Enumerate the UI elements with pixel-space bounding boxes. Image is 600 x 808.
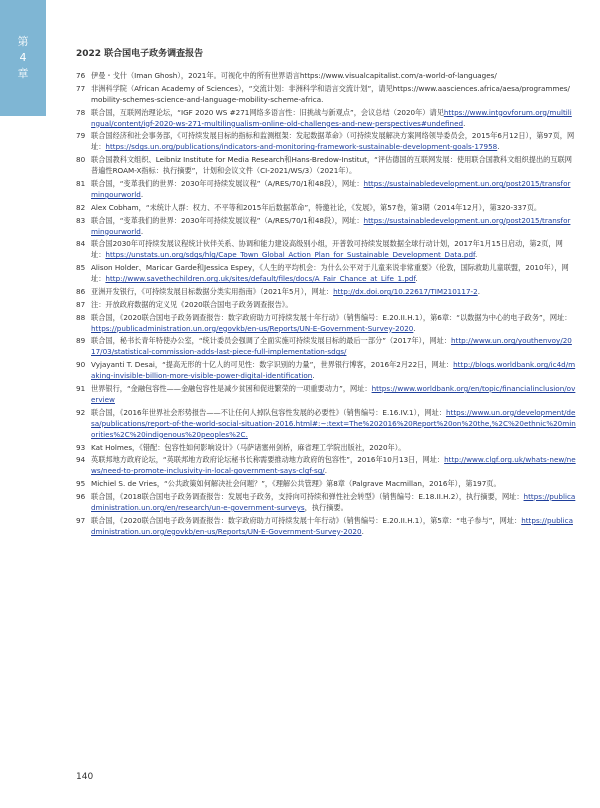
reference-link[interactable]: http://blogs.worldbank.org/ic4d/making-invisible-billion-more-visible-power-digital-identification xyxy=(91,360,576,381)
reference-item xyxy=(76,335,576,357)
reference-text-segment: 联合国，“变革我们的世界：2030年可持续发展议程”（A/RES/70/1和48段），网址： xyxy=(91,178,364,188)
reference-text xyxy=(91,83,576,105)
reference-item xyxy=(76,154,576,176)
reference-text xyxy=(91,454,576,476)
reference-text xyxy=(91,286,576,297)
reference-item xyxy=(76,130,576,152)
reference-item xyxy=(76,442,576,453)
reference-text-segment: 伊曼・戈什（Iman Ghosh），2021年。可视化中的所有世界语言https://www.visualcapitalist.com/a-world-of-languages/ xyxy=(91,71,497,80)
reference-number: 86 xyxy=(76,286,86,296)
reference-number: 83 xyxy=(76,215,86,225)
reference-text-segment: Kat Holmes，《错配：包容性如何影响设计》（马萨诸塞州剑桥，麻省理工学院出版社，2020年）。 xyxy=(91,442,406,452)
reference-link[interactable]: https://sdgs.un.org/publications/indicators-and-monitoring-framework-sustainable-development-goals-17958 xyxy=(105,142,498,152)
reference-number: 80 xyxy=(76,155,86,165)
reference-number: 77 xyxy=(76,83,86,93)
reference-item xyxy=(76,83,576,105)
reference-number: 96 xyxy=(76,491,86,501)
reference-text-segment: . xyxy=(413,323,416,333)
reference-text xyxy=(91,215,576,237)
reference-number: 78 xyxy=(76,107,86,117)
reference-number: 92 xyxy=(76,407,86,417)
reference-text-segment: 世界银行，“金融包容性——金融包容性是减少贫困和促进繁荣的一项重要动力”，网址： xyxy=(91,383,372,393)
reference-text xyxy=(91,107,576,129)
reference-number: 76 xyxy=(76,71,86,80)
reference-number: 84 xyxy=(76,239,86,249)
reference-text-segment: 联合国经济和社会事务部，《可持续发展目标的指标和监测框架：发起数据革命》（可持续发展解决方案网络领导委员会，2015年6月12日），第97页，网址： xyxy=(91,131,575,152)
reference-text xyxy=(91,202,576,213)
chapter-tab-number: 4 xyxy=(19,51,27,64)
reference-text-segment: ，执行摘要。 xyxy=(304,502,348,512)
reference-text xyxy=(91,299,576,310)
reference-number: 87 xyxy=(76,299,86,309)
reference-item xyxy=(76,383,576,405)
reference-item xyxy=(76,178,576,200)
reference-text-segment: . xyxy=(140,226,144,236)
reference-text-segment: 英联邦地方政府论坛，“英联邦地方政府论坛秘书长称需要推动地方政府的包容性”，2016年10月13日，网址： xyxy=(91,455,445,465)
reference-text xyxy=(91,491,576,513)
reference-text-segment: Alison Holder、Maricar Garde和Jessica Espey，《人生的平均机会：为什么公平对于儿童来说非常重要》（伦敦，国际救助儿童联盟，2010年），网址： xyxy=(91,263,569,284)
reference-text-segment: 联合国教科文组织、Leibniz Institute for Media Research和Hans-Bredow-Institut，“评估德国的互联网发展：使用联合国教科文组织提出的互联网普遍性ROAM-X指标：执行摘要”，计划和会议文件（CI-2021/WS/3）（2021年）。 xyxy=(91,155,572,176)
reference-link[interactable]: http://dx.doi.org/10.22617/TIM210117-2 xyxy=(333,286,478,296)
reference-item xyxy=(76,407,576,440)
reference-item xyxy=(76,238,576,260)
reference-text-segment: 联合国2030年可持续发展议程统计伙伴关系、协调和能力建设高级别小组，开普敦可持续发展数据全球行动计划，2017年1月15日启动，第2页，网址： xyxy=(91,239,563,260)
reference-number: 85 xyxy=(76,263,86,273)
reference-link[interactable]: http://www.un.org/youthenvoy/2017/03/statistical-commission-adds-last-piece-full-implementation-sdgs/ xyxy=(91,336,572,357)
chapter-tab-line3: 章 xyxy=(17,67,29,80)
reference-text-segment: 联合国，“变革我们的世界：2030年可持续发展议程”（A/RES/70/1和48段），网址： xyxy=(91,215,364,225)
reference-text-segment: 非洲科学院（African Academy of Sciences），“交流计划：非洲科学和语言交流计划”，请见https://www.aasciences.africa/aesa/programmes/mobility-schemes-science-and-language-mobility-scheme-africa. xyxy=(91,83,570,104)
reference-text xyxy=(91,238,576,260)
reference-list xyxy=(76,70,576,539)
reference-text xyxy=(91,130,576,152)
reference-text xyxy=(91,515,576,537)
reference-item xyxy=(76,107,576,129)
reference-number: 95 xyxy=(76,479,86,489)
reference-text-segment: . xyxy=(497,142,500,152)
reference-item xyxy=(76,359,576,381)
reference-text-segment: . xyxy=(463,118,466,128)
reference-text-segment: 联合国，秘书长青年特使办公室，“统计委员会强调了全面实施可持续发展目标的最后一部分”（2017年），网址： xyxy=(91,336,451,346)
reference-link[interactable]: https://publicadministration.un.org/en/research/un-e-government-surveys xyxy=(91,491,576,512)
reference-text-segment: . xyxy=(361,526,364,536)
reference-text xyxy=(91,359,576,381)
reference-number: 89 xyxy=(76,336,86,346)
reference-text xyxy=(91,383,576,405)
reference-text-segment: . xyxy=(324,466,328,476)
reference-item xyxy=(76,262,576,284)
reference-link[interactable]: https://publicadministration.un.org/egovkb/en-us/Reports/UN-E-Government-Survey-2020 xyxy=(91,515,573,536)
reference-item xyxy=(76,70,576,81)
reference-text xyxy=(91,335,576,357)
reference-text-segment: . xyxy=(312,371,315,381)
reference-link[interactable]: https://www.worldbank.org/en/topic/financialinclusion/overview xyxy=(91,383,576,404)
reference-text-segment: Vyjayanti T. Desai，“提高无形的十亿人的可见性：数字识别的力量”，世界银行博客，2016年2月22日，网址： xyxy=(91,360,454,370)
reference-number: 93 xyxy=(76,442,86,452)
reference-number: 79 xyxy=(76,131,86,141)
running-header: 2022 联合国电子政务调查报告 xyxy=(76,49,204,59)
reference-item xyxy=(76,202,576,213)
reference-link[interactable]: http://www.savethechildren.org.uk/sites/default/files/docs/A_Fair_Chance_at_Life_1.pdf xyxy=(105,274,416,284)
reference-text xyxy=(91,442,576,453)
chapter-tab-line1: 第 xyxy=(17,35,29,48)
reference-text-segment: 注：开放政府数据的定义见《2020联合国电子政务调查报告》。 xyxy=(91,299,293,309)
reference-number: 97 xyxy=(76,515,86,525)
reference-number: 82 xyxy=(76,202,86,212)
reference-text-segment: . xyxy=(140,189,144,199)
reference-number: 94 xyxy=(76,455,86,465)
reference-text xyxy=(91,178,576,200)
reference-link[interactable]: https://sustainabledevelopment.un.org/post2015/transformingourworld xyxy=(91,215,571,236)
reference-item xyxy=(76,491,576,513)
page-number: 140 xyxy=(76,772,94,782)
reference-text xyxy=(91,262,576,284)
reference-link[interactable]: http://www.clgf.org.uk/whats-new/news/need-to-promote-inclusivity-in-local-government-says-clgf-sg/ xyxy=(91,455,576,476)
reference-text-segment: 联合国，《2020联合国电子政务调查报告：数字政府助力可持续发展十年行动》（销售编号：E.20.II.H.1），第6章：“以数据为中心的电子政务”，网址： xyxy=(91,312,572,322)
reference-text-segment: . xyxy=(415,274,418,284)
reference-item xyxy=(76,454,576,476)
reference-text xyxy=(91,312,576,334)
reference-link[interactable]: https://www.un.org/development/desa/publications/report-of-the-world-social-situation-2016.html#:~:text=The%202016%20Report%20on%20the,%2C%20ethnic%20minorities%2C%20indigenous%20peoples%2C. xyxy=(91,407,576,439)
reference-text-segment: 联合国，《2016年世界社会形势报告——不让任何人掉队包容性发展的必要性》（销售编号：E.16.IV.1），网址： xyxy=(91,407,446,417)
reference-number: 90 xyxy=(76,360,86,370)
reference-item xyxy=(76,312,576,334)
reference-text-segment: . xyxy=(475,250,478,260)
reference-text-segment: Michiel S. de Vries，“公共政策如何解决社会问题？”，《理解公共管理》第8章（Palgrave Macmillan，2016年），第197页。 xyxy=(91,479,501,489)
reference-item xyxy=(76,478,576,489)
reference-text-segment: 联合国，互联网治理论坛，“IGF 2020 WS #271网络多语言性：旧挑战与新观点”，会议总结（2020年）请见 xyxy=(91,107,444,117)
reference-text-segment: . xyxy=(477,286,480,296)
reference-number: 81 xyxy=(76,178,86,188)
reference-item xyxy=(76,286,576,297)
reference-item xyxy=(76,515,576,537)
reference-text xyxy=(91,154,576,176)
reference-link[interactable]: https://publicadministration.un.org/egovkb/en-us/Reports/UN-E-Government-Survey-2020 xyxy=(91,323,414,333)
reference-text xyxy=(91,70,576,81)
chapter-tab xyxy=(0,0,46,116)
reference-text-segment: 亚洲开发银行，《可持续发展目标数据分类实用指南》（2021年5月），网址： xyxy=(91,286,334,296)
reference-item xyxy=(76,299,576,310)
reference-number: 91 xyxy=(76,383,86,393)
reference-text xyxy=(91,407,576,440)
reference-number: 88 xyxy=(76,312,86,322)
reference-link[interactable]: https://www.intgovforum.org/multilingual/content/igf-2020-ws-271-multilingualism-online-old-challenges-and-new-perspectives#undefined xyxy=(91,107,572,128)
reference-link[interactable]: https://sustainabledevelopment.un.org/post2015/transformingourworld xyxy=(91,178,571,199)
reference-text-segment: 联合国，《2018联合国电子政务调查报告：发展电子政务，支持向可持续和弹性社会转型》（销售编号：E.18.II.H.2），执行摘要，网址： xyxy=(91,491,524,501)
reference-link[interactable]: https://unstats.un.org/sdgs/hlg/Cape_Town_Global_Action_Plan_for_Sustainable_Development_Data.pdf xyxy=(105,250,476,260)
reference-item xyxy=(76,215,576,237)
reference-text-segment: 联合国，《2020联合国电子政务调查报告：数字政府助力可持续发展十年行动》（销售编号：E.20.II.H.1），第5章：“电子参与”，网址： xyxy=(91,515,522,525)
reference-text-segment: Alex Cobham，“未统计人群：权力、不平等和2015年后数据革命”，特邀社论，《发展》，第57卷，第3期（2014年12月），第320-337页。 xyxy=(91,202,542,212)
reference-text xyxy=(91,478,576,489)
